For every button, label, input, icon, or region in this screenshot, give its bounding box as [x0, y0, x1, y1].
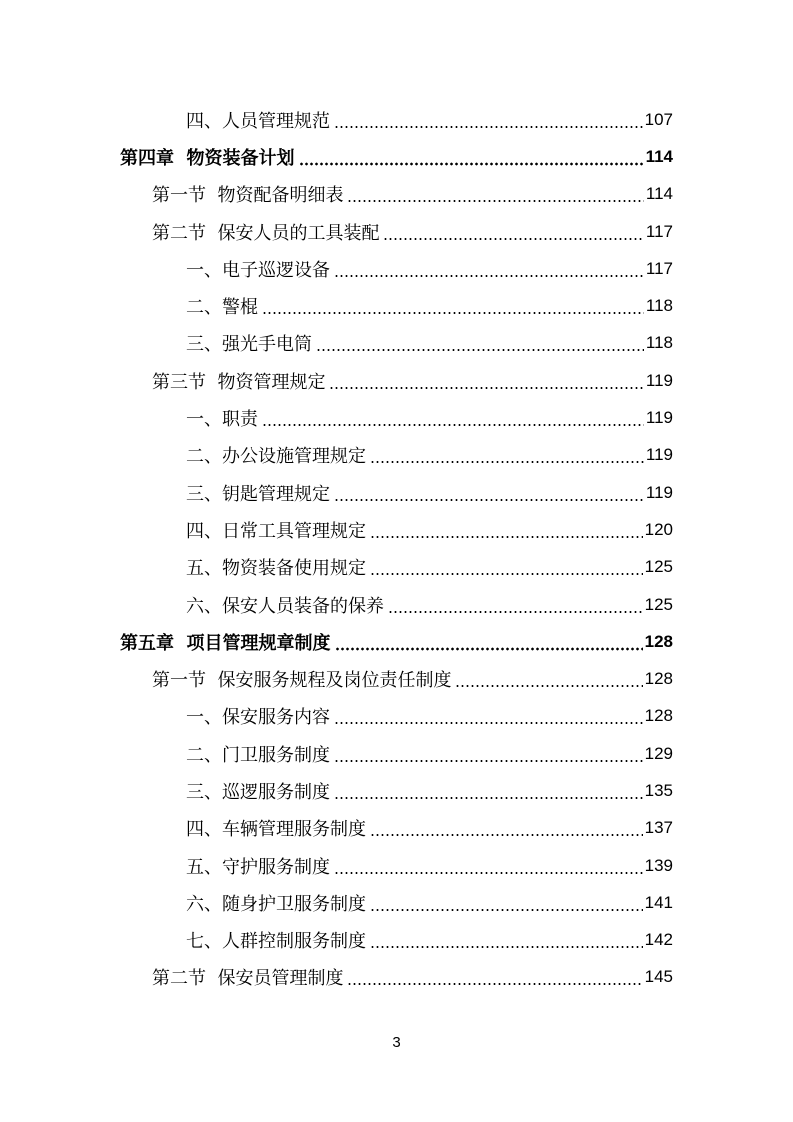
toc-entry-page-number: 128: [644, 706, 673, 726]
toc-entry-page-number: 129: [644, 743, 673, 763]
toc-entry-title: 三、钥匙管理规定: [186, 483, 330, 505]
toc-entry-item[interactable]: [0, 287, 793, 324]
toc-entry-title: 一、职责: [186, 409, 258, 431]
toc-entry-title: 第三节 物资管理规定: [152, 371, 326, 393]
toc-entry-item[interactable]: [0, 437, 793, 474]
toc-entry-page-number: 120: [644, 519, 673, 539]
toc-entry-page-number: 128: [644, 669, 673, 689]
toc-entry-item[interactable]: [0, 772, 793, 809]
toc-entry-page-number: 137: [644, 818, 673, 838]
toc-entry-page-number: 119: [645, 370, 673, 390]
toc-entry-title: 三、巡逻服务制度: [186, 781, 330, 803]
dot-leader: [334, 260, 644, 278]
toc-entry-title: 一、保安服务内容: [186, 707, 330, 729]
dot-leader: [262, 297, 644, 315]
toc-entry-page-number: 139: [644, 855, 673, 875]
dot-leader: [299, 148, 644, 166]
toc-entry-title: 一、电子巡逻设备: [186, 259, 330, 281]
dot-leader: [334, 782, 643, 800]
toc-entry-page-number: 118: [645, 296, 673, 316]
toc-entry-page-number: 114: [645, 184, 673, 204]
toc-entry-item[interactable]: [0, 586, 793, 623]
toc-entry-item[interactable]: [0, 735, 793, 772]
dot-leader: [370, 558, 643, 576]
toc-entry-page-number: 119: [645, 408, 673, 428]
toc-entry-item[interactable]: [0, 847, 793, 884]
dot-leader: [370, 446, 644, 464]
toc-entry-item[interactable]: [0, 325, 793, 362]
toc-entry-title: 第四章 物资装备计划: [120, 147, 295, 169]
toc-entry-title: 五、物资装备使用规定: [186, 558, 366, 580]
toc-entry-title: 四、日常工具管理规定: [186, 520, 366, 542]
toc-entry-title: 三、强光手电筒: [186, 334, 312, 356]
toc-entry-page-number: 114: [645, 146, 673, 166]
dot-leader: [329, 372, 643, 390]
toc-entry-title: 四、人员管理规范: [186, 110, 330, 132]
dot-leader: [334, 707, 643, 725]
toc-entry-page-number: 119: [645, 482, 673, 502]
dot-leader: [334, 745, 643, 763]
toc-entry-section[interactable]: [0, 362, 793, 399]
dot-leader: [370, 931, 643, 949]
table-of-contents: [0, 101, 793, 996]
toc-entry-item[interactable]: [0, 474, 793, 511]
dot-leader: [370, 521, 643, 539]
dot-leader: [383, 223, 643, 241]
toc-entry-item[interactable]: [0, 810, 793, 847]
dot-leader: [388, 596, 643, 614]
toc-entry-title: 四、车辆管理服务制度: [186, 819, 366, 841]
toc-entry-page-number: 118: [645, 333, 673, 353]
dot-leader: [455, 670, 642, 688]
dot-leader: [370, 819, 643, 837]
toc-entry-section[interactable]: [0, 176, 793, 213]
toc-entry-item[interactable]: [0, 922, 793, 959]
toc-entry-chapter[interactable]: [0, 623, 793, 660]
toc-entry-title: 六、保安人员装备的保养: [186, 595, 384, 617]
toc-entry-page-number: 117: [645, 258, 673, 278]
toc-entry-section[interactable]: [0, 660, 793, 697]
toc-entry-item[interactable]: [0, 549, 793, 586]
dot-leader: [262, 409, 644, 427]
toc-entry-item[interactable]: [0, 698, 793, 735]
toc-entry-page-number: 125: [644, 594, 673, 614]
toc-entry-title: 二、办公设施管理规定: [186, 446, 366, 468]
toc-entry-title: 第五章 项目管理规章制度: [120, 632, 331, 654]
toc-entry-title: 五、守护服务制度: [186, 856, 330, 878]
dot-leader: [334, 857, 643, 875]
toc-entry-section[interactable]: [0, 959, 793, 996]
toc-entry-page-number: 117: [645, 221, 673, 241]
toc-entry-title: 第二节 保安人员的工具装配: [152, 222, 380, 244]
toc-entry-title: 六、随身护卫服务制度: [186, 893, 366, 915]
toc-entry-page-number: 141: [644, 892, 673, 912]
dot-leader: [334, 111, 643, 129]
toc-entry-item[interactable]: [0, 250, 793, 287]
toc-entry-page-number: 107: [644, 109, 673, 129]
toc-entry-title: 第二节 保安员管理制度: [152, 968, 344, 990]
page-number: 3: [392, 1034, 401, 1051]
toc-entry-item[interactable]: [0, 884, 793, 921]
toc-entry-section[interactable]: [0, 213, 793, 250]
toc-entry-title: 第一节 物资配备明细表: [152, 185, 344, 207]
toc-entry-page-number: 142: [644, 930, 673, 950]
dot-leader: [347, 185, 643, 203]
dot-leader: [370, 894, 643, 912]
dot-leader: [334, 484, 644, 502]
toc-entry-item[interactable]: [0, 511, 793, 548]
toc-entry-title: 第一节 保安服务规程及岗位责任制度: [152, 670, 452, 692]
toc-entry-page-number: 125: [644, 557, 673, 577]
toc-entry-page-number: 145: [644, 967, 673, 987]
dot-leader: [316, 334, 644, 352]
toc-entry-page-number: 119: [645, 445, 673, 465]
toc-entry-title: 七、人群控制服务制度: [186, 931, 366, 953]
dot-leader: [335, 633, 643, 651]
toc-entry-page-number: 135: [644, 780, 673, 800]
toc-entry-page-number: 128: [644, 631, 673, 651]
dot-leader: [347, 968, 642, 986]
toc-entry-title: 二、警棍: [186, 297, 258, 319]
toc-entry-item[interactable]: [0, 101, 793, 138]
toc-entry-chapter[interactable]: [0, 138, 793, 175]
toc-entry-item[interactable]: [0, 399, 793, 436]
toc-entry-title: 二、门卫服务制度: [186, 744, 330, 766]
